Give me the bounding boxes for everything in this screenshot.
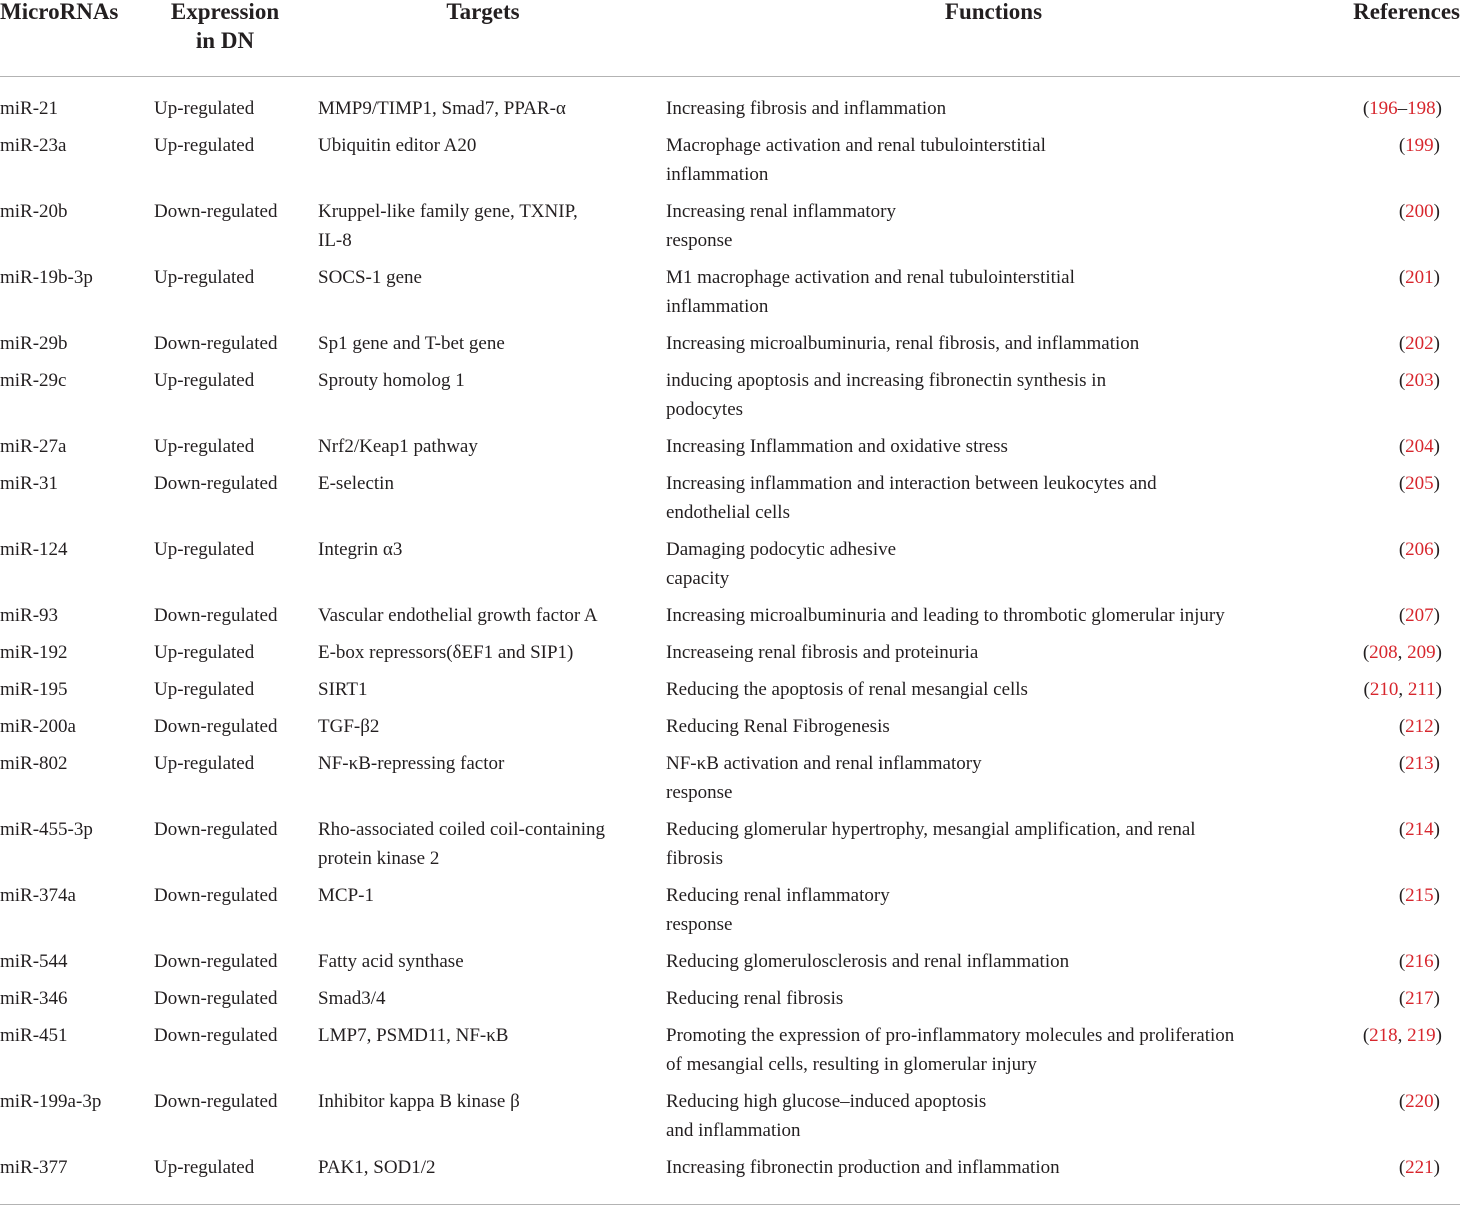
cell-targets-line: TGF-β2: [318, 716, 380, 737]
cell-targets-line: Ubiquitin editor A20: [318, 135, 477, 156]
table-bottom-rule: [0, 1204, 1460, 1205]
cell-expression: Down-regulated: [154, 1091, 278, 1112]
cell-functions-line: Increasing microalbuminuria and leading to thrombotic glomerular injury: [666, 605, 1225, 626]
cell-references: [1399, 881, 1440, 910]
cell-targets: [318, 535, 658, 564]
cell-microRNA: miR-29c: [0, 370, 67, 391]
cell-targets: [318, 197, 658, 255]
cell-targets-line: Inhibitor kappa B kinase β: [318, 1091, 520, 1112]
cell-references: [1363, 1021, 1442, 1050]
ref-paren-open: (: [1398, 988, 1406, 1009]
cell-references: [1399, 947, 1440, 976]
reference-link[interactable]: 219: [1407, 1025, 1436, 1046]
reference-link[interactable]: 213: [1405, 753, 1434, 774]
reference-link[interactable]: 218: [1369, 1025, 1398, 1046]
cell-targets-line: E-box repressors(δEF1 and SIP1): [318, 642, 574, 663]
ref-paren-close: ): [1433, 753, 1440, 774]
cell-references: [1363, 638, 1442, 667]
cell-expression: Up-regulated: [154, 436, 255, 457]
cell-targets: [318, 984, 658, 1013]
cell-functions: [666, 947, 1326, 976]
cell-references: [1399, 329, 1440, 358]
ref-paren-close: ): [1433, 539, 1440, 560]
cell-functions-line: Reducing glomerulosclerosis and renal inflammation: [666, 951, 1070, 972]
cell-references: [1399, 815, 1440, 844]
cell-functions-line: fibrosis: [666, 848, 723, 869]
cell-microRNA: miR-802: [0, 753, 68, 774]
header-functions: Functions: [944, 0, 1043, 24]
cell-functions: [666, 815, 1326, 873]
cell-targets-line: IL-8: [318, 230, 352, 251]
ref-separator: –: [1397, 98, 1408, 119]
ref-paren-open: (: [1398, 1157, 1406, 1178]
cell-references: [1364, 675, 1442, 704]
reference-link[interactable]: 211: [1407, 679, 1436, 700]
ref-paren-close: ): [1433, 135, 1440, 156]
ref-separator: ,: [1397, 1025, 1408, 1046]
header-expression-line1: Expression: [170, 0, 280, 24]
cell-functions-line: Reducing high glucose–induced apoptosis: [666, 1091, 987, 1112]
cell-targets-line: MMP9/TIMP1, Smad7, PPAR-α: [318, 98, 566, 119]
reference-link[interactable]: 217: [1405, 988, 1434, 1009]
cell-targets: [318, 366, 658, 395]
ref-paren-close: ): [1433, 436, 1440, 457]
cell-targets-line: Rho-associated coiled coil-containing: [318, 819, 606, 840]
cell-expression: Down-regulated: [154, 988, 278, 1009]
cell-functions: [666, 638, 1326, 667]
cell-microRNA: miR-20b: [0, 201, 68, 222]
reference-link[interactable]: 200: [1405, 201, 1434, 222]
cell-targets: [318, 1021, 658, 1050]
ref-paren-open: (: [1398, 333, 1406, 354]
reference-link[interactable]: 214: [1405, 819, 1434, 840]
cell-functions: [666, 1021, 1326, 1079]
cell-functions-line: Increasing fibrosis and inflammation: [666, 98, 947, 119]
cell-references: [1399, 1087, 1440, 1116]
cell-functions-line: inflammation: [666, 296, 769, 317]
cell-references: [1399, 469, 1440, 498]
cell-targets-line: SOCS-1 gene: [318, 267, 422, 288]
ref-paren-open: (: [1398, 753, 1406, 774]
cell-references: [1399, 1153, 1440, 1182]
cell-expression: Up-regulated: [154, 135, 255, 156]
ref-paren-close: ): [1433, 1157, 1440, 1178]
ref-paren-close: ): [1433, 267, 1440, 288]
cell-expression: Up-regulated: [154, 267, 255, 288]
cell-targets: [318, 815, 658, 873]
cell-microRNA: miR-31: [0, 473, 59, 494]
cell-microRNA: miR-21: [0, 98, 59, 119]
cell-functions: [666, 263, 1326, 321]
cell-functions: [666, 881, 1326, 939]
cell-microRNA: miR-199a-3p: [0, 1091, 102, 1112]
cell-references: [1399, 131, 1440, 160]
ref-paren-close: ): [1433, 473, 1440, 494]
cell-targets: [318, 469, 658, 498]
ref-paren-close: ): [1433, 605, 1440, 626]
cell-targets-line: PAK1, SOD1/2: [318, 1157, 436, 1178]
ref-paren-open: (: [1398, 605, 1406, 626]
cell-microRNA: miR-455-3p: [0, 819, 93, 840]
ref-paren-open: (: [1398, 436, 1406, 457]
reference-link[interactable]: 210: [1369, 679, 1399, 700]
cell-functions-line: response: [666, 230, 733, 251]
cell-targets: [318, 881, 658, 910]
cell-expression: Down-regulated: [154, 716, 278, 737]
cell-references: [1363, 94, 1442, 123]
header-references: References: [1353, 0, 1460, 24]
cell-expression: Up-regulated: [154, 642, 255, 663]
ref-paren-close: ): [1435, 642, 1442, 663]
cell-targets-line: Smad3/4: [318, 988, 386, 1009]
ref-paren-close: ): [1433, 885, 1440, 906]
cell-functions-line: endothelial cells: [666, 502, 790, 523]
cell-functions-line: Damaging podocytic adhesive: [666, 539, 897, 560]
cell-microRNA: miR-29b: [0, 333, 68, 354]
ref-paren-open: (: [1362, 98, 1370, 119]
cell-functions: [666, 749, 1326, 807]
cell-functions-line: Increaseing renal fibrosis and proteinuria: [666, 642, 979, 663]
cell-targets-line: Kruppel-like family gene, TXNIP,: [318, 201, 578, 222]
cell-targets: [318, 712, 658, 741]
cell-targets-line: Nrf2/Keap1 pathway: [318, 436, 478, 457]
cell-microRNA: miR-23a: [0, 135, 67, 156]
cell-functions-line: M1 macrophage activation and renal tubulointerstitial: [666, 267, 1075, 288]
cell-microRNA: miR-346: [0, 988, 68, 1009]
cell-functions-line: inflammation: [666, 164, 769, 185]
ref-paren-close: ): [1435, 1025, 1442, 1046]
reference-link[interactable]: 202: [1405, 333, 1434, 354]
ref-paren-open: (: [1398, 716, 1406, 737]
reference-link[interactable]: 212: [1405, 716, 1434, 737]
cell-expression: Up-regulated: [154, 370, 255, 391]
cell-functions-line: response: [666, 782, 733, 803]
cell-functions: [666, 535, 1326, 593]
cell-functions-line: Reducing glomerular hypertrophy, mesangial amplification, and renal: [666, 819, 1196, 840]
reference-link[interactable]: 220: [1405, 1091, 1434, 1112]
cell-targets: [318, 638, 658, 667]
ref-paren-open: (: [1363, 679, 1370, 700]
ref-paren-open: (: [1398, 1091, 1406, 1112]
cell-microRNA: miR-93: [0, 605, 59, 626]
cell-expression: Down-regulated: [154, 605, 278, 626]
cell-functions: [666, 94, 1326, 123]
cell-expression: Down-regulated: [154, 333, 278, 354]
ref-paren-close: ): [1435, 98, 1442, 119]
reference-link[interactable]: 215: [1405, 885, 1434, 906]
cell-functions-line: of mesangial cells, resulting in glomerular injury: [666, 1054, 1037, 1075]
table-header: [0, 0, 1460, 76]
cell-microRNA: miR-200a: [0, 716, 76, 737]
cell-functions: [666, 432, 1326, 461]
cell-targets-line: MCP-1: [318, 885, 374, 906]
reference-link[interactable]: 221: [1405, 1157, 1434, 1178]
reference-link[interactable]: 201: [1405, 267, 1434, 288]
cell-targets: [318, 131, 658, 160]
cell-functions-line: Reducing the apoptosis of renal mesangial cells: [666, 679, 1028, 700]
cell-functions: [666, 712, 1326, 741]
ref-paren-close: ): [1433, 716, 1440, 737]
cell-microRNA: miR-374a: [0, 885, 76, 906]
cell-expression: Down-regulated: [154, 951, 278, 972]
cell-targets: [318, 947, 658, 976]
ref-paren-close: ): [1435, 679, 1442, 700]
ref-paren-open: (: [1398, 473, 1406, 494]
cell-targets: [318, 1153, 658, 1182]
ref-paren-close: ): [1433, 370, 1440, 391]
cell-expression: Up-regulated: [154, 753, 255, 774]
cell-references: [1399, 197, 1440, 226]
cell-targets-line: SIRT1: [318, 679, 368, 700]
cell-functions-line: Increasing microalbuminuria, renal fibrosis, and inflammation: [666, 333, 1140, 354]
cell-functions: [666, 469, 1326, 527]
cell-functions-line: capacity: [666, 568, 730, 589]
cell-functions-line: and inflammation: [666, 1120, 801, 1141]
cell-functions-line: Reducing renal inflammatory: [666, 885, 890, 906]
cell-references: [1399, 263, 1440, 292]
header-targets: Targets: [446, 0, 520, 24]
ref-paren-close: ): [1433, 988, 1440, 1009]
ref-paren-open: (: [1398, 370, 1406, 391]
reference-link[interactable]: 198: [1407, 98, 1436, 119]
cell-functions-line: Reducing Renal Fibrogenesis: [666, 716, 890, 737]
cell-functions-line: NF-κB activation and renal inflammatory: [666, 753, 982, 774]
cell-references: [1399, 535, 1440, 564]
ref-paren-open: (: [1398, 539, 1406, 560]
cell-targets: [318, 675, 658, 704]
cell-targets-line: NF-κB-repressing factor: [318, 753, 505, 774]
cell-functions: [666, 984, 1326, 1013]
cell-references: [1399, 712, 1440, 741]
header-microRNAs: MicroRNAs: [0, 0, 119, 24]
ref-paren-open: (: [1362, 1025, 1370, 1046]
ref-paren-close: ): [1433, 951, 1440, 972]
cell-expression: Down-regulated: [154, 473, 278, 494]
ref-separator: ,: [1397, 642, 1408, 663]
cell-expression: Down-regulated: [154, 201, 278, 222]
cell-functions: [666, 1153, 1326, 1182]
reference-link[interactable]: 207: [1405, 605, 1434, 626]
cell-references: [1399, 366, 1440, 395]
cell-microRNA: miR-377: [0, 1157, 68, 1178]
cell-functions-line: Macrophage activation and renal tubulointerstitial: [666, 135, 1046, 156]
cell-targets: [318, 94, 658, 123]
header-divider: [0, 76, 1460, 77]
cell-targets: [318, 329, 658, 358]
ref-paren-open: (: [1398, 885, 1406, 906]
ref-separator: ,: [1398, 679, 1408, 700]
header-expression-line2: in DN: [195, 28, 255, 53]
cell-functions: [666, 366, 1326, 424]
cell-targets-line: E-selectin: [318, 473, 394, 494]
cell-functions: [666, 131, 1326, 189]
cell-references: [1399, 601, 1440, 630]
cell-targets: [318, 263, 658, 292]
cell-expression: Down-regulated: [154, 1025, 278, 1046]
reference-link[interactable]: 203: [1405, 370, 1434, 391]
header-expression: [150, 0, 300, 55]
cell-functions-line: inducing apoptosis and increasing fibronectin synthesis in: [666, 370, 1107, 391]
reference-link[interactable]: 196: [1369, 98, 1398, 119]
ref-paren-close: ): [1433, 333, 1440, 354]
cell-targets-line: Integrin α3: [318, 539, 403, 560]
ref-paren-open: (: [1398, 819, 1406, 840]
cell-expression: Up-regulated: [154, 1157, 255, 1178]
cell-microRNA: miR-451: [0, 1025, 68, 1046]
ref-paren-open: (: [1398, 201, 1406, 222]
reference-link[interactable]: 199: [1405, 135, 1434, 156]
cell-references: [1399, 749, 1440, 778]
ref-paren-close: ): [1433, 201, 1440, 222]
cell-functions-line: Increasing Inflammation and oxidative stress: [666, 436, 1008, 457]
reference-link[interactable]: 209: [1407, 642, 1436, 663]
cell-targets-line: protein kinase 2: [318, 848, 440, 869]
cell-expression: Up-regulated: [154, 679, 255, 700]
cell-functions: [666, 675, 1326, 704]
cell-microRNA: miR-195: [0, 679, 68, 700]
cell-functions-line: Increasing inflammation and interaction between leukocytes and: [666, 473, 1157, 494]
cell-references: [1399, 432, 1440, 461]
cell-microRNA: miR-27a: [0, 436, 67, 457]
reference-link[interactable]: 205: [1405, 473, 1434, 494]
cell-expression: Up-regulated: [154, 539, 255, 560]
cell-functions: [666, 329, 1326, 358]
cell-targets-line: Vascular endothelial growth factor A: [318, 605, 598, 626]
reference-link[interactable]: 216: [1405, 951, 1434, 972]
cell-targets: [318, 749, 658, 778]
cell-targets: [318, 601, 658, 630]
cell-functions-line: response: [666, 914, 733, 935]
ref-paren-open: (: [1398, 135, 1406, 156]
cell-targets: [318, 432, 658, 461]
cell-functions: [666, 1087, 1326, 1145]
reference-link[interactable]: 208: [1369, 642, 1398, 663]
cell-functions: [666, 601, 1326, 630]
cell-microRNA: miR-124: [0, 539, 68, 560]
cell-targets-line: Sprouty homolog 1: [318, 370, 465, 391]
cell-microRNA: miR-19b-3p: [0, 267, 93, 288]
ref-paren-close: ): [1433, 1091, 1440, 1112]
cell-functions-line: Promoting the expression of pro-inflammatory molecules and proliferation: [666, 1025, 1235, 1046]
cell-functions-line: Reducing renal fibrosis: [666, 988, 844, 1009]
ref-paren-open: (: [1398, 951, 1406, 972]
reference-link[interactable]: 204: [1405, 436, 1434, 457]
ref-paren-open: (: [1362, 642, 1370, 663]
reference-link[interactable]: 206: [1405, 539, 1434, 560]
ref-paren-open: (: [1398, 267, 1406, 288]
cell-microRNA: miR-192: [0, 642, 68, 663]
cell-references: [1399, 984, 1440, 1013]
cell-functions-line: Increasing renal inflammatory: [666, 201, 897, 222]
cell-functions: [666, 197, 1326, 255]
cell-targets-line: Sp1 gene and T-bet gene: [318, 333, 505, 354]
cell-expression: Up-regulated: [154, 98, 255, 119]
cell-expression: Down-regulated: [154, 819, 278, 840]
cell-microRNA: miR-544: [0, 951, 68, 972]
cell-targets: [318, 1087, 658, 1116]
cell-functions-line: podocytes: [666, 399, 744, 420]
cell-functions-line: Increasing fibronectin production and inflammation: [666, 1157, 1060, 1178]
cell-targets-line: LMP7, PSMD11, NF-κB: [318, 1025, 509, 1046]
cell-expression: Down-regulated: [154, 885, 278, 906]
ref-paren-close: ): [1433, 819, 1440, 840]
cell-targets-line: Fatty acid synthase: [318, 951, 464, 972]
